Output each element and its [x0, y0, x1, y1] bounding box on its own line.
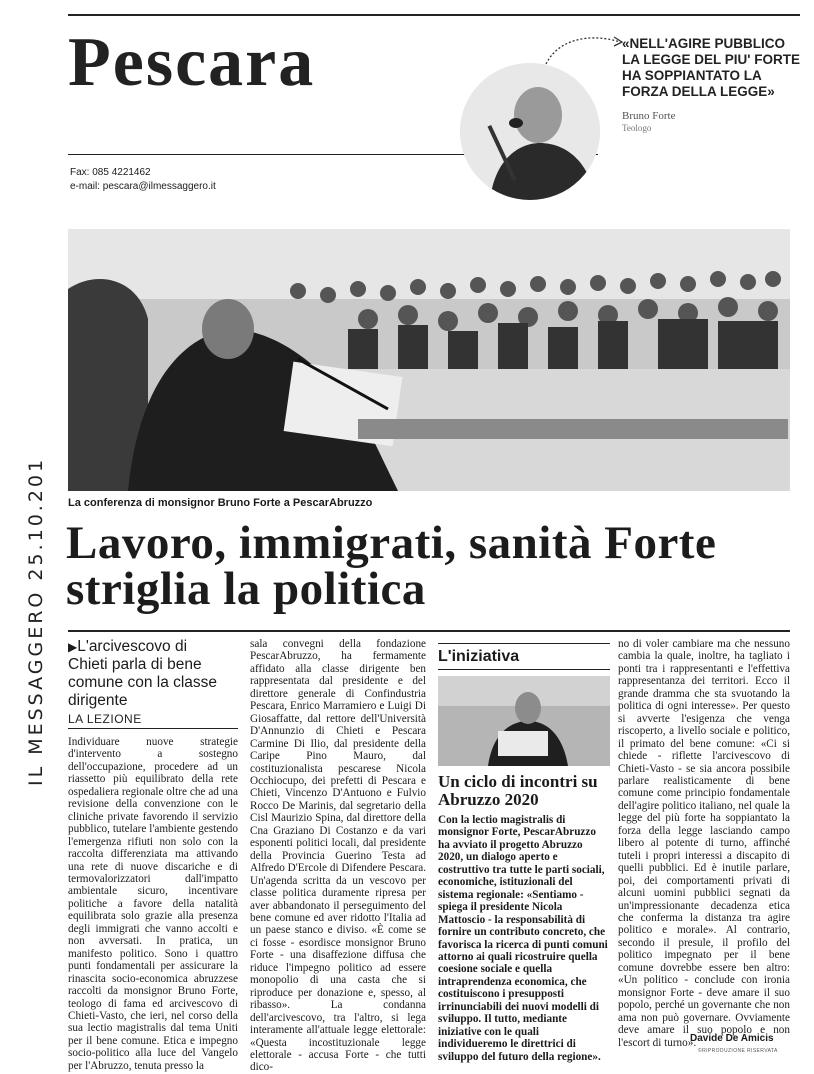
sidebar-title: Un ciclo di incontri su Abruzzo 2020 — [438, 772, 598, 809]
conference-photo — [68, 229, 790, 491]
triangle-bullet-icon: ▶ — [68, 640, 78, 654]
sidebar-top-rule — [438, 643, 610, 644]
portrait-photo — [460, 63, 600, 200]
email-address: e-mail: pescara@ilmessaggero.it — [70, 181, 216, 192]
article-column-4: no di voler cambiare ma che nessuno cambia la quale, inoltre, ha tagliato i ponti tra i rappresentanti e l'effettiva rappresentanza dei territori. Ecco il grande dramma che sta svuotando la politica di ogni interesse». Per questo si avverte l'esigenza che venga riscoperto, a livello sociale e politico, il primato del bene comune: «Ci si chiede - riflette l'arcivescovo di Chieti-Vasto - se sia ancora possibile parlare realisticamente di bene comune come principio fondamentale dell'agire politico italiano, nel quale la legge del più forte ha soppiantato la forza della legge lasciando campo libero al potente di turno, affinché tuteli i propri interessi a discapito di quelli pubblici. Ed è inutile parlare, poi, dei comportamenti privati di alcuni uomini pubblici segnati da un'impressionante decadenza etica che conferma la distanza tra agire politico e morale». Al contrario, secondo il presule, il profilo del politico impegnato per il bene comune dovrebbe essere ben altro: «Un politico - conclude con ironia monsignor Forte - deve amare il suo popolo, perché un governante che non ama non può governare. Ovviamente deve amare il suo popolo e non l'escort di turno». — [618, 638, 790, 1049]
quote-author-role: Teologo — [622, 123, 652, 133]
section-kicker: LA LEZIONE — [68, 712, 142, 726]
svg-text:IL MESSAGGERO 25.10.2013: IL MESSAGGERO 25.10.2013 — [25, 456, 47, 786]
standfirst-text: L'arcivescovo di Chieti parla di bene comune con la classe dirigente — [68, 638, 218, 709]
byline: Davide De Amicis — [690, 1033, 774, 1044]
photo-caption: La conferenza di monsignor Bruno Forte a PescarAbruzzo — [68, 497, 373, 509]
sidebar-label: L'iniziativa — [438, 648, 520, 665]
article-column-2: sala convegni della fondazione PescarAbruzzo, ha fermamente affidato alla classe dirigente ben rappresentata dal presidente e del direttore generale di Confindustria Pescara, Enrico Marramiero e Luigi Di Giosaffatte, dal rettore dell'Università D'Annunzio di Chieti e Pescara Carmine Di Ilio, dal presidente della Caripe Pino Mauro, dal costituzionalista pescarese Nicola Occhiocupo, dei prefetti di Pescara e Chieti, Vincenzo D'Antuono e Fulvio Rocco De Marinis, dal segretario della Cisl Maurizio Spina, dal direttore della Cna Graziano Di Costanzo e da vari esponenti politici locali, dal presidente della Provincia Guerino Testa ad Alfredo D'Ercole di Difendere Pescara. Un'agenda scritta da un vescovo per classe politica duramente ripresa per aver abbandonato il perseguimento del bene comune ed aver ridotto l'Italia ad un paese stanco e diviso. «È come se ci fosse - esordisce monsignor Bruno Forte - una disaffezione diffusa che riduce l'impegno politico ad essere monopolio di una casta che si riproduce per donazione e, spesso, al ribasso». La condanna dell'arcivescovo, tra l'altro, si lega interamente all'attuale legge elettorale: «Questa incostituzionale legge elettorale - accusa Forte - che tutti dico- — [250, 638, 426, 1074]
headline: Lavoro, immigrati, sanità Forte striglia la politica — [66, 517, 717, 615]
sidebar-photo — [438, 676, 610, 766]
copyright-text: RIPRODUZIONE RISERVATA — [702, 1048, 778, 1054]
sidebar-body: Con la lectio magistralis di monsignor Forte, PescarAbruzzo ha avviato il progetto Abruzzo 2020, un dialogo aperto e costruttivo tra tutte le parti sociali, economiche, istituzionali del sistema regionale: «Sentiamo - spiega il presidente Nicola Mattoscio - la responsabilità di fornire un contributo concreto, che favorisca la ricerca di punti comuni attorno ai quali ricostruire quella coesione sociale e quella intraprendenza economica, che costituiscono i presupposti irrinunciabili dei nuovi modelli di sviluppo. Il tutto, mediante iniziative con le quali individueremo le direttrici di sviluppo del futuro della regione». — [438, 814, 608, 1063]
arrow-icon — [540, 30, 630, 70]
copyright-notice — [698, 1048, 778, 1054]
copyright-icon: © — [698, 1048, 703, 1054]
standfirst — [68, 638, 228, 710]
top-rule — [68, 14, 800, 16]
section-title: Pescara — [68, 24, 316, 101]
pull-quote: «NELL'AGIRE PUBBLICO LA LEGGE DEL PIU' FORTE HA SOPPIANTATO LA FORZA DELLA LEGGE» — [622, 36, 800, 99]
contacts — [70, 166, 216, 194]
fax-number: Fax: 085 4221462 — [70, 167, 151, 178]
kicker-rule — [68, 728, 238, 729]
handwritten-note — [20, 456, 52, 796]
article-column-1: Individuare nuove strategie d'intervento a sostegno dell'occupazione, procedere ad un riassetto più equilibrato della rete ospedaliera regionale oltre che ad una revisione della convenzione con le cliniche private favorendo il servizio pubblico, tutelare l'ambiente gestendo l'emergenza rifiuti non solo con la raccolta differenziata ma attivando una rete di nuove discariche e di termovalorizzatori dall'impatto ambientale sicuro, incentivare politiche a favore della natalità equilibrata solo grazie alla presenza degli immigrati che vanno accolti e non avversati. In pratica, un manifesto politico. Sono i quattro punti fondamentali per assicurare la rinascita socio-economica abruzzese raccolti da monsignor Bruno Forte, teologo di fama ed arcivescovo di Chieti-Vasto, che ieri, nel corso della sua lectio magistralis dal tema Uniti per il bene comune. Etica e impegno socio-politico alla luce del Vangelo per l'Abruzzo, tenuta presso la — [68, 736, 238, 1072]
sidebar-label-rule — [438, 669, 610, 670]
quote-author: Bruno Forte — [622, 110, 676, 122]
headline-rule — [68, 630, 790, 632]
